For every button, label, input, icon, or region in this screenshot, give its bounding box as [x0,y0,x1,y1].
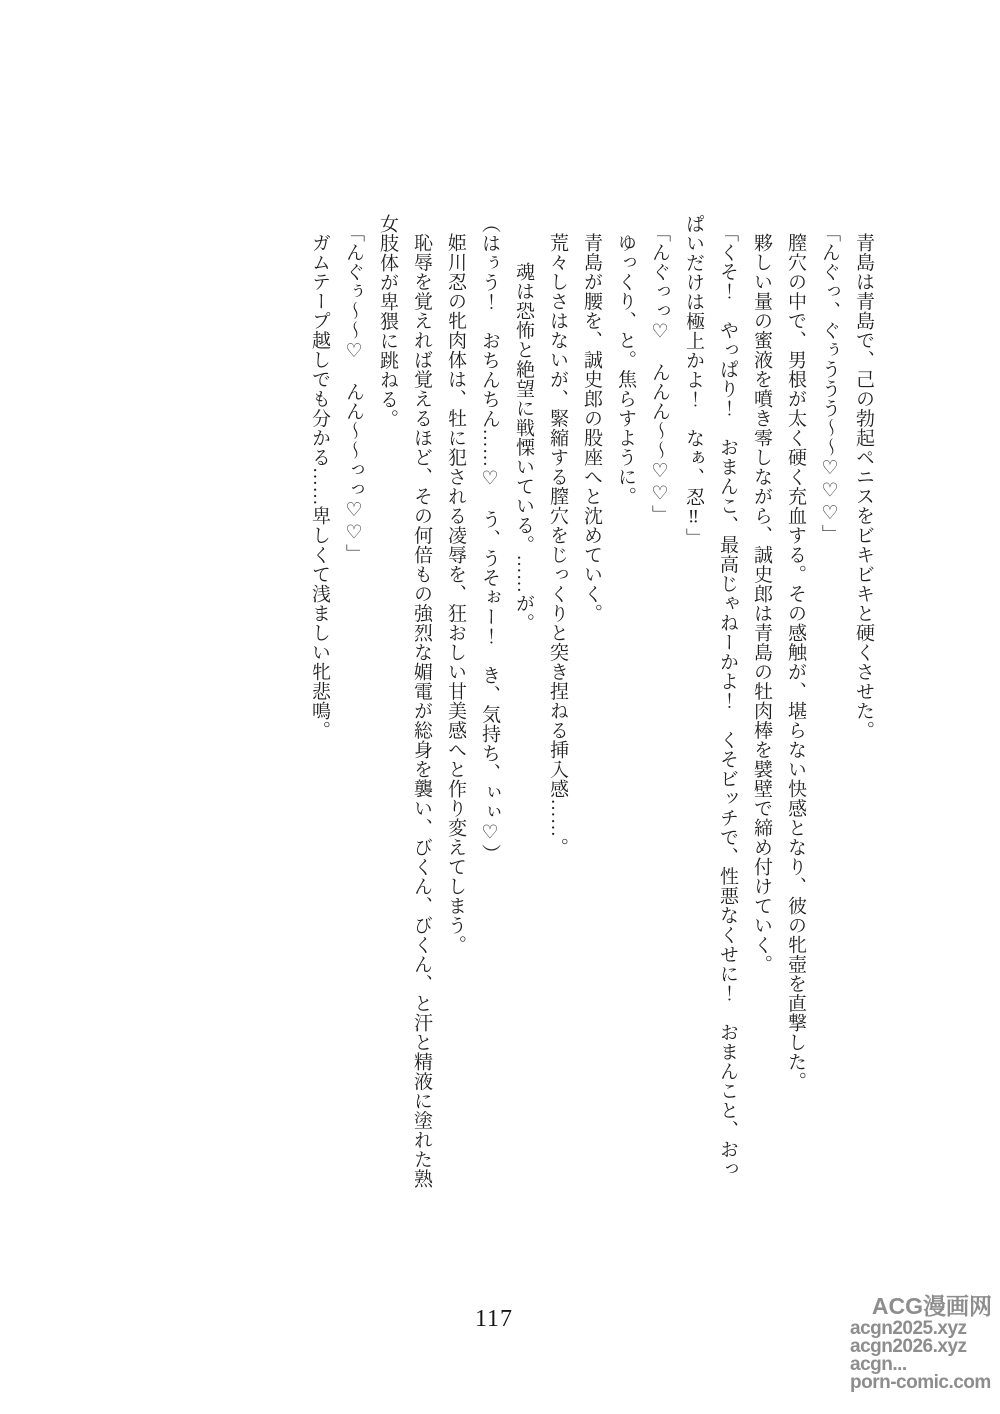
text-paragraph: 青島は青島で、己の勃起ペニスをビキビキと硬くさせた。 [853,233,874,740]
text-paragraph: 姫川忍の牝肉体は、牡に犯される凌辱を、狂おしい甘美感へと作り変えてしまう。 [445,233,466,955]
page-number: 117 [474,1306,514,1332]
vertical-text-area [120,214,880,1194]
text-paragraph: ガムテープ越しでも分かる……卑しくて浅ましい牝悲鳴。 [309,233,330,740]
watermark-url-3: acgn... [850,1354,907,1375]
text-paragraph: ゆっくり、と。焦らすように。 [615,233,636,506]
text-paragraph: 「んぐぅ～～♡ んん～～っっ♡♡」 [343,223,364,564]
text-paragraph: 「んぐっっ♡ んんん～～♡♡」 [649,223,670,525]
text-paragraph: （はぅう！ おちんちん……♡ う、うそぉー！ き、気持ち、ぃぃ♡） [479,214,500,864]
text-paragraph: 膣穴の中で、男根が太く硬く充血する。その感触が、堪らない快感となり、彼の牝壺を直撃した。 [785,233,806,1091]
text-paragraph: 「くそ！ やっぱり！ おまんこ、最高じゃねーかよ！ くそビッチで、性悪なくせに！ おまんこと、おっぱいだけは極上かよ！ なぁ、忍‼」 [683,214,738,1179]
text-paragraph: 魂は恐怖と絶望に戦慄いている。……が。 [513,262,534,633]
watermark [850,1295,992,1392]
watermark-url-1: acgn2025.xyz [850,1318,967,1339]
text-paragraph: 恥辱を覚えれば覚えるほど、その何倍もの強烈な媚電が総身を襲い、びくん、びくん、と汗と精液に塗れた熟女肢体が卑猥に跳ねる。 [377,214,432,1189]
text-paragraph: 夥しい量の蜜液を噴き零しながら、誠史郎は青島の牡肉棒を襞壁で締め付けていく。 [751,233,772,974]
text-paragraph: 「んぐっ、ぐぅううう～～♡♡♡」 [819,223,840,544]
text-paragraph: 青島が腰を、誠史郎の股座へと沈めていく。 [581,233,602,623]
watermark-url-4: porn-comic.com [850,1372,991,1393]
watermark-site-title: ACG漫画网 [871,1293,992,1319]
watermark-url-2: acgn2026.xyz [850,1336,967,1357]
text-paragraph: 荒々しさはないが、緊縮する膣穴をじっくりと突き捏ねる挿入感……。 [547,233,568,857]
